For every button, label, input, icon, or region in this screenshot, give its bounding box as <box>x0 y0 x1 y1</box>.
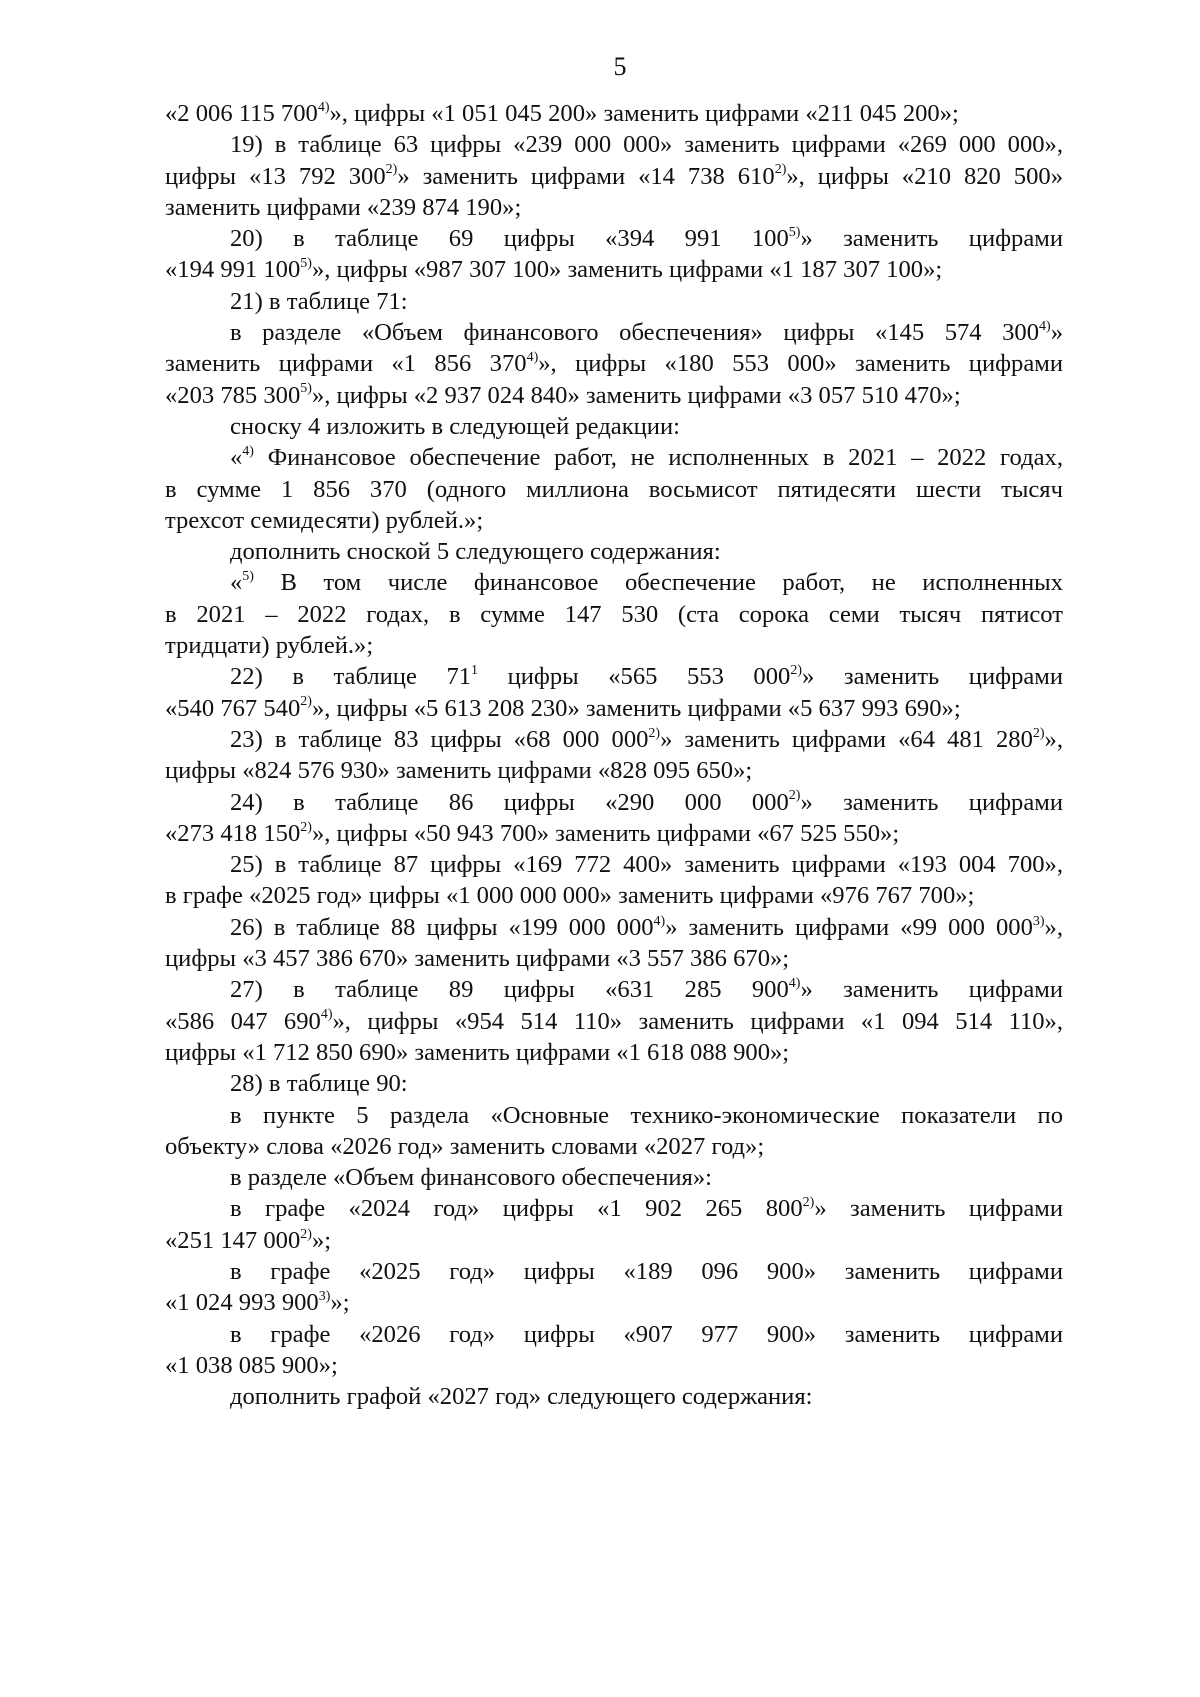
text-run: « <box>230 444 243 472</box>
text-run: в пункте 5 раздела «Основные технико-экономические показатели по <box>230 1101 1063 1129</box>
text-line <box>165 755 1063 786</box>
text-run: тридцати) рублей.»; <box>165 632 374 660</box>
footnote-marker: 4) <box>320 1007 333 1023</box>
text-run: », <box>1044 913 1063 941</box>
text-line <box>165 1162 1063 1193</box>
text-run: в графе «2024 год» цифры «1 902 265 800 <box>230 1195 803 1223</box>
text-line <box>165 974 1063 1005</box>
text-run: трехсот семидесяти) рублей.»; <box>165 506 484 534</box>
text-run: «251 147 000 <box>165 1226 301 1254</box>
text-line <box>165 411 1063 442</box>
footnote-marker: 5) <box>300 381 312 397</box>
text-run: заменить цифрами «239 874 190»; <box>165 193 522 221</box>
text-line <box>165 724 1063 755</box>
text-run: », <box>1044 725 1063 753</box>
footnote-marker: 2) <box>385 162 398 178</box>
text-line <box>165 1381 1063 1412</box>
footnote-marker: 2) <box>1032 725 1045 741</box>
text-line <box>165 380 1063 411</box>
text-run: в 2021 – 2022 годах, в сумме 147 530 (ста сорока семи тысяч пятисот <box>165 600 1063 628</box>
text-run: «194 991 100 <box>165 256 301 284</box>
footnote-marker: 4) <box>788 976 801 992</box>
document-body <box>165 98 1063 1412</box>
text-line <box>165 1100 1063 1131</box>
text-run: », цифры «954 514 110» заменить цифрами «1 094 514 110», <box>332 1007 1063 1035</box>
text-run: дополнить сноской 5 следующего содержания: <box>230 538 721 566</box>
text-run: «1 038 085 900»; <box>165 1351 338 1379</box>
text-line <box>165 1068 1063 1099</box>
text-line <box>165 1006 1063 1037</box>
text-run: цифры «3 457 386 670» заменить цифрами «3 557 386 670»; <box>165 945 790 973</box>
text-run: 21) в таблице 71: <box>230 287 408 315</box>
text-line <box>165 1287 1063 1318</box>
text-run: «273 418 150 <box>165 819 301 847</box>
footnote-marker: 4) <box>242 444 254 460</box>
text-line <box>165 1037 1063 1068</box>
footnote-marker: 4) <box>317 99 330 115</box>
text-run: », цифры «1 051 045 200» заменить цифрами «211 045 200»; <box>329 100 959 127</box>
footnote-marker: 5) <box>788 225 801 240</box>
text-run: » заменить цифрами <box>802 663 1064 691</box>
text-run: »; <box>330 1289 350 1317</box>
text-run: в графе «2025 год» цифры «189 096 900» заменить цифрами <box>230 1257 1063 1285</box>
text-line <box>165 661 1063 692</box>
text-line <box>165 161 1063 192</box>
footnote-marker: 4) <box>1039 318 1051 334</box>
text-run: «203 785 300 <box>165 381 301 409</box>
text-line <box>165 129 1063 160</box>
text-run: », цифры «210 820 500» <box>786 162 1063 190</box>
text-run: » заменить цифрами <box>800 225 1063 253</box>
text-run: » заменить цифрами «99 000 000 <box>665 913 1033 941</box>
text-run: » заменить цифрами «14 738 610 <box>397 162 775 190</box>
text-run: 26) в таблице 88 цифры «199 000 000 <box>230 913 654 941</box>
text-run: » заменить цифрами <box>800 976 1063 1004</box>
text-run: 28) в таблице 90: <box>230 1070 408 1098</box>
text-run: «2 006 115 700 <box>165 100 318 127</box>
text-run: цифры «1 712 850 690» заменить цифрами «1 618 088 900»; <box>165 1038 790 1066</box>
footnote-marker: 5) <box>242 569 254 585</box>
text-line <box>165 849 1063 880</box>
text-run: в сумме 1 856 370 (одного миллиона восьмисот пятидесяти шести тысяч <box>165 475 1063 503</box>
text-run: «540 767 540 <box>165 694 301 722</box>
text-line <box>165 317 1063 348</box>
text-run: «586 047 690 <box>165 1007 321 1035</box>
text-run: в графе «2025 год» цифры «1 000 000 000» заменить цифрами «976 767 700»; <box>165 882 975 910</box>
text-line <box>165 599 1063 630</box>
text-line <box>165 787 1063 818</box>
text-line <box>165 98 1063 129</box>
text-run: », цифры «987 307 100» заменить цифрами «1 187 307 100»; <box>311 256 943 284</box>
text-run: », цифры «180 553 000» заменить цифрами <box>538 350 1063 378</box>
text-run: » <box>1050 319 1063 347</box>
footnote-marker: 2) <box>300 694 312 710</box>
text-run: в разделе «Объем финансового обеспечения» цифры «145 574 300 <box>230 319 1040 347</box>
footnote-marker: 2) <box>648 725 661 741</box>
footnote-marker: 2) <box>788 788 801 804</box>
text-line <box>165 348 1063 379</box>
text-line <box>165 223 1063 254</box>
text-line <box>165 192 1063 223</box>
text-line <box>165 474 1063 505</box>
text-run: », цифры «2 937 024 840» заменить цифрами «3 057 510 470»; <box>311 381 961 409</box>
text-line <box>165 536 1063 567</box>
text-run: заменить цифрами «1 856 370 <box>165 350 527 378</box>
text-run: Финансовое обеспечение работ, не исполненных в 2021 – 2022 годах, <box>253 444 1063 472</box>
text-line <box>165 505 1063 536</box>
text-run: » заменить цифрами <box>814 1195 1064 1223</box>
text-run: », цифры «5 613 208 230» заменить цифрами «5 637 993 690»; <box>311 694 961 722</box>
text-run: сноску 4 изложить в следующей редакции: <box>230 412 680 440</box>
footnote-marker: 2) <box>300 1226 312 1242</box>
text-run: 27) в таблице 89 цифры «631 285 900 <box>230 976 789 1004</box>
text-run: в графе «2026 год» цифры «907 977 900» заменить цифрами <box>230 1320 1063 1348</box>
text-run: 19) в таблице 63 цифры «239 000 000» заменить цифрами «269 000 000», <box>230 131 1063 159</box>
text-run: 20) в таблице 69 цифры «394 991 100 <box>230 225 789 253</box>
text-line <box>165 943 1063 974</box>
text-line <box>165 1225 1063 1256</box>
footnote-marker: 4) <box>526 350 539 366</box>
text-run: цифры «565 553 000 <box>478 663 791 691</box>
text-line <box>165 1193 1063 1224</box>
text-run: «1 024 993 900 <box>165 1289 319 1317</box>
text-run: » заменить цифрами «64 481 280 <box>660 725 1033 753</box>
text-run: в разделе «Объем финансового обеспечения»: <box>230 1164 712 1192</box>
text-line <box>165 254 1063 285</box>
text-run: дополнить графой «2027 год» следующего содержания: <box>230 1383 813 1411</box>
footnote-marker: 1 <box>471 663 479 679</box>
text-run: цифры «13 792 300 <box>165 162 386 190</box>
text-line <box>165 1131 1063 1162</box>
text-line <box>165 286 1063 317</box>
footnote-marker: 2) <box>802 1195 815 1211</box>
text-line <box>165 567 1063 598</box>
text-line <box>165 1350 1063 1381</box>
text-run: 25) в таблице 87 цифры «169 772 400» заменить цифрами «193 004 700», <box>230 851 1063 879</box>
text-run: 24) в таблице 86 цифры «290 000 000 <box>230 788 789 816</box>
text-line <box>165 818 1063 849</box>
footnote-marker: 2) <box>790 663 802 679</box>
text-run: » заменить цифрами <box>800 788 1063 816</box>
footnote-marker: 5) <box>300 256 312 272</box>
text-run: « <box>230 569 243 597</box>
text-line <box>165 912 1063 943</box>
text-run: 23) в таблице 83 цифры «68 000 000 <box>230 725 649 753</box>
text-line <box>165 442 1063 473</box>
text-line <box>165 1319 1063 1350</box>
text-line <box>165 1256 1063 1287</box>
page-number: 5 <box>613 52 627 81</box>
text-run: », цифры «50 943 700» заменить цифрами «67 525 550»; <box>311 819 900 847</box>
text-run: объекту» слова «2026 год» заменить словами «2027 год»; <box>165 1132 765 1160</box>
text-run: »; <box>311 1226 332 1254</box>
footnote-marker: 2) <box>300 819 312 835</box>
footnote-marker: 4) <box>653 913 666 929</box>
text-run: цифры «824 576 930» заменить цифрами «828 095 650»; <box>165 757 753 785</box>
text-line <box>165 693 1063 724</box>
text-line <box>165 630 1063 661</box>
footnote-marker: 3) <box>318 1289 331 1305</box>
footnote-marker: 2) <box>774 162 787 178</box>
text-run: 22) в таблице 71 <box>230 663 472 691</box>
text-line <box>165 880 1063 911</box>
text-run: В том числе финансовое обеспечение работ, не исполненных <box>253 569 1063 597</box>
footnote-marker: 3) <box>1032 913 1045 929</box>
